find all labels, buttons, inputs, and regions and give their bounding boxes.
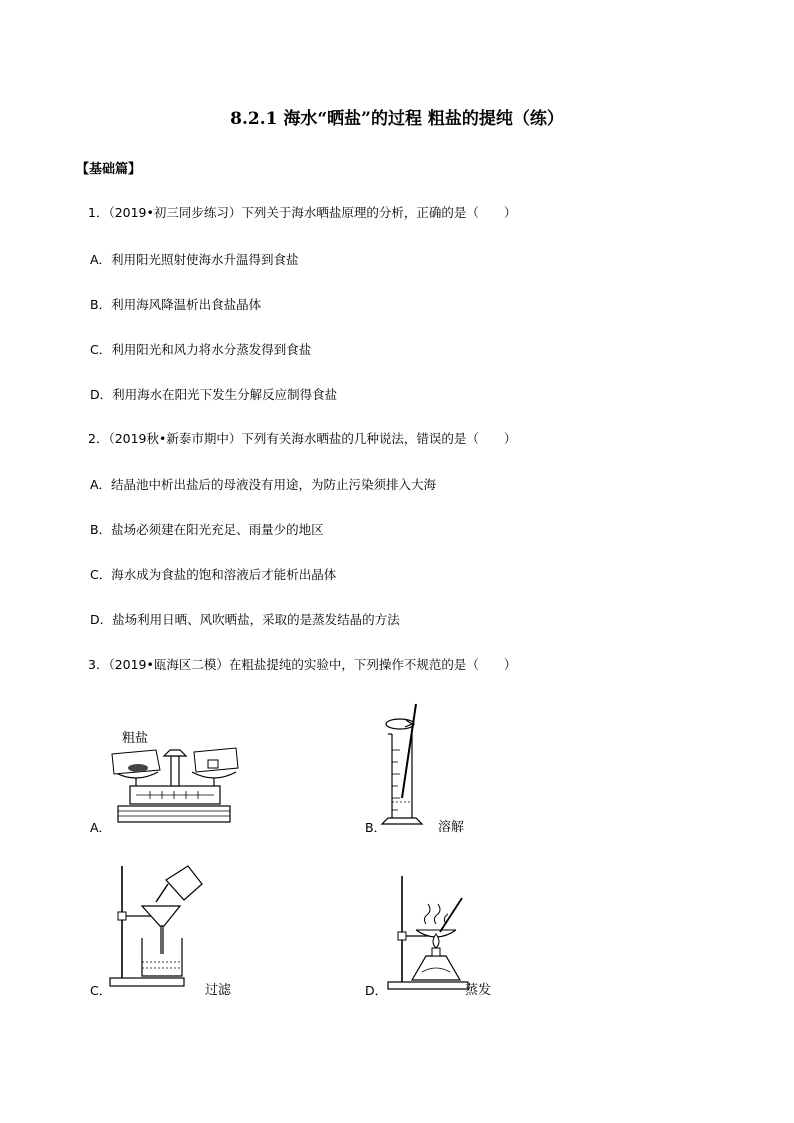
figure-c-filtration [108,862,208,990]
figure-b-letter: B． [365,820,387,835]
question-2-option-d: D．盐场利用日晒、风吹晒盐，采取的是蒸发结晶的方法 [90,612,400,627]
question-1-option-b: B．利用海风降温析出食盐晶体 [90,297,262,312]
figure-c-caption: 过滤 [205,983,232,998]
figure-b-caption: 溶解 [438,820,465,835]
dissolving-illustration [378,702,438,830]
figure-d-evaporation [382,874,470,992]
question-1-option-d: D．利用海水在阳光下发生分解反应制得食盐 [90,387,338,402]
question-1-option-c: C．利用阳光和风力将水分蒸发得到食盐 [90,342,312,357]
figure-c-letter: C． [90,983,112,998]
question-1-stem: 1．（2019•初三同步练习）下列关于海水晒盐原理的分析，正确的是（ ） [88,205,517,220]
figure-d-letter: D． [365,983,388,998]
section-heading: 【基础篇】 [76,162,142,177]
evaporation-illustration [382,874,470,992]
filtration-illustration [108,862,208,990]
page-title: 8.2.1 海水“晒盐”的过程 粗盐的提纯（练） [230,109,564,129]
question-3-stem: 3．（2019•瓯海区二模）在粗盐提纯的实验中，下列操作不规范的是（ ） [88,657,517,672]
balance-illustration [100,722,250,830]
question-1-option-a: A．利用阳光照射使海水升温得到食盐 [90,252,299,267]
question-2-option-c: C．海水成为食盐的饱和溶液后才能析出晶体 [90,567,337,582]
question-2-stem: 2．（2019秋•新泰市期中）下列有关海水晒盐的几种说法，错误的是（ ） [88,431,517,446]
figure-a-balance [100,722,250,830]
figure-a-letter: A． [90,820,112,835]
figure-d-caption: 蒸发 [465,983,492,998]
figure-b-cylinder [378,702,438,830]
question-2-option-a: A．结晶池中析出盐后的母液没有用途，为防止污染须排入大海 [90,477,437,492]
coarse-salt-label: 粗盐 [122,731,149,746]
question-2-option-b: B．盐场必须建在阳光充足、雨量少的地区 [90,522,324,537]
